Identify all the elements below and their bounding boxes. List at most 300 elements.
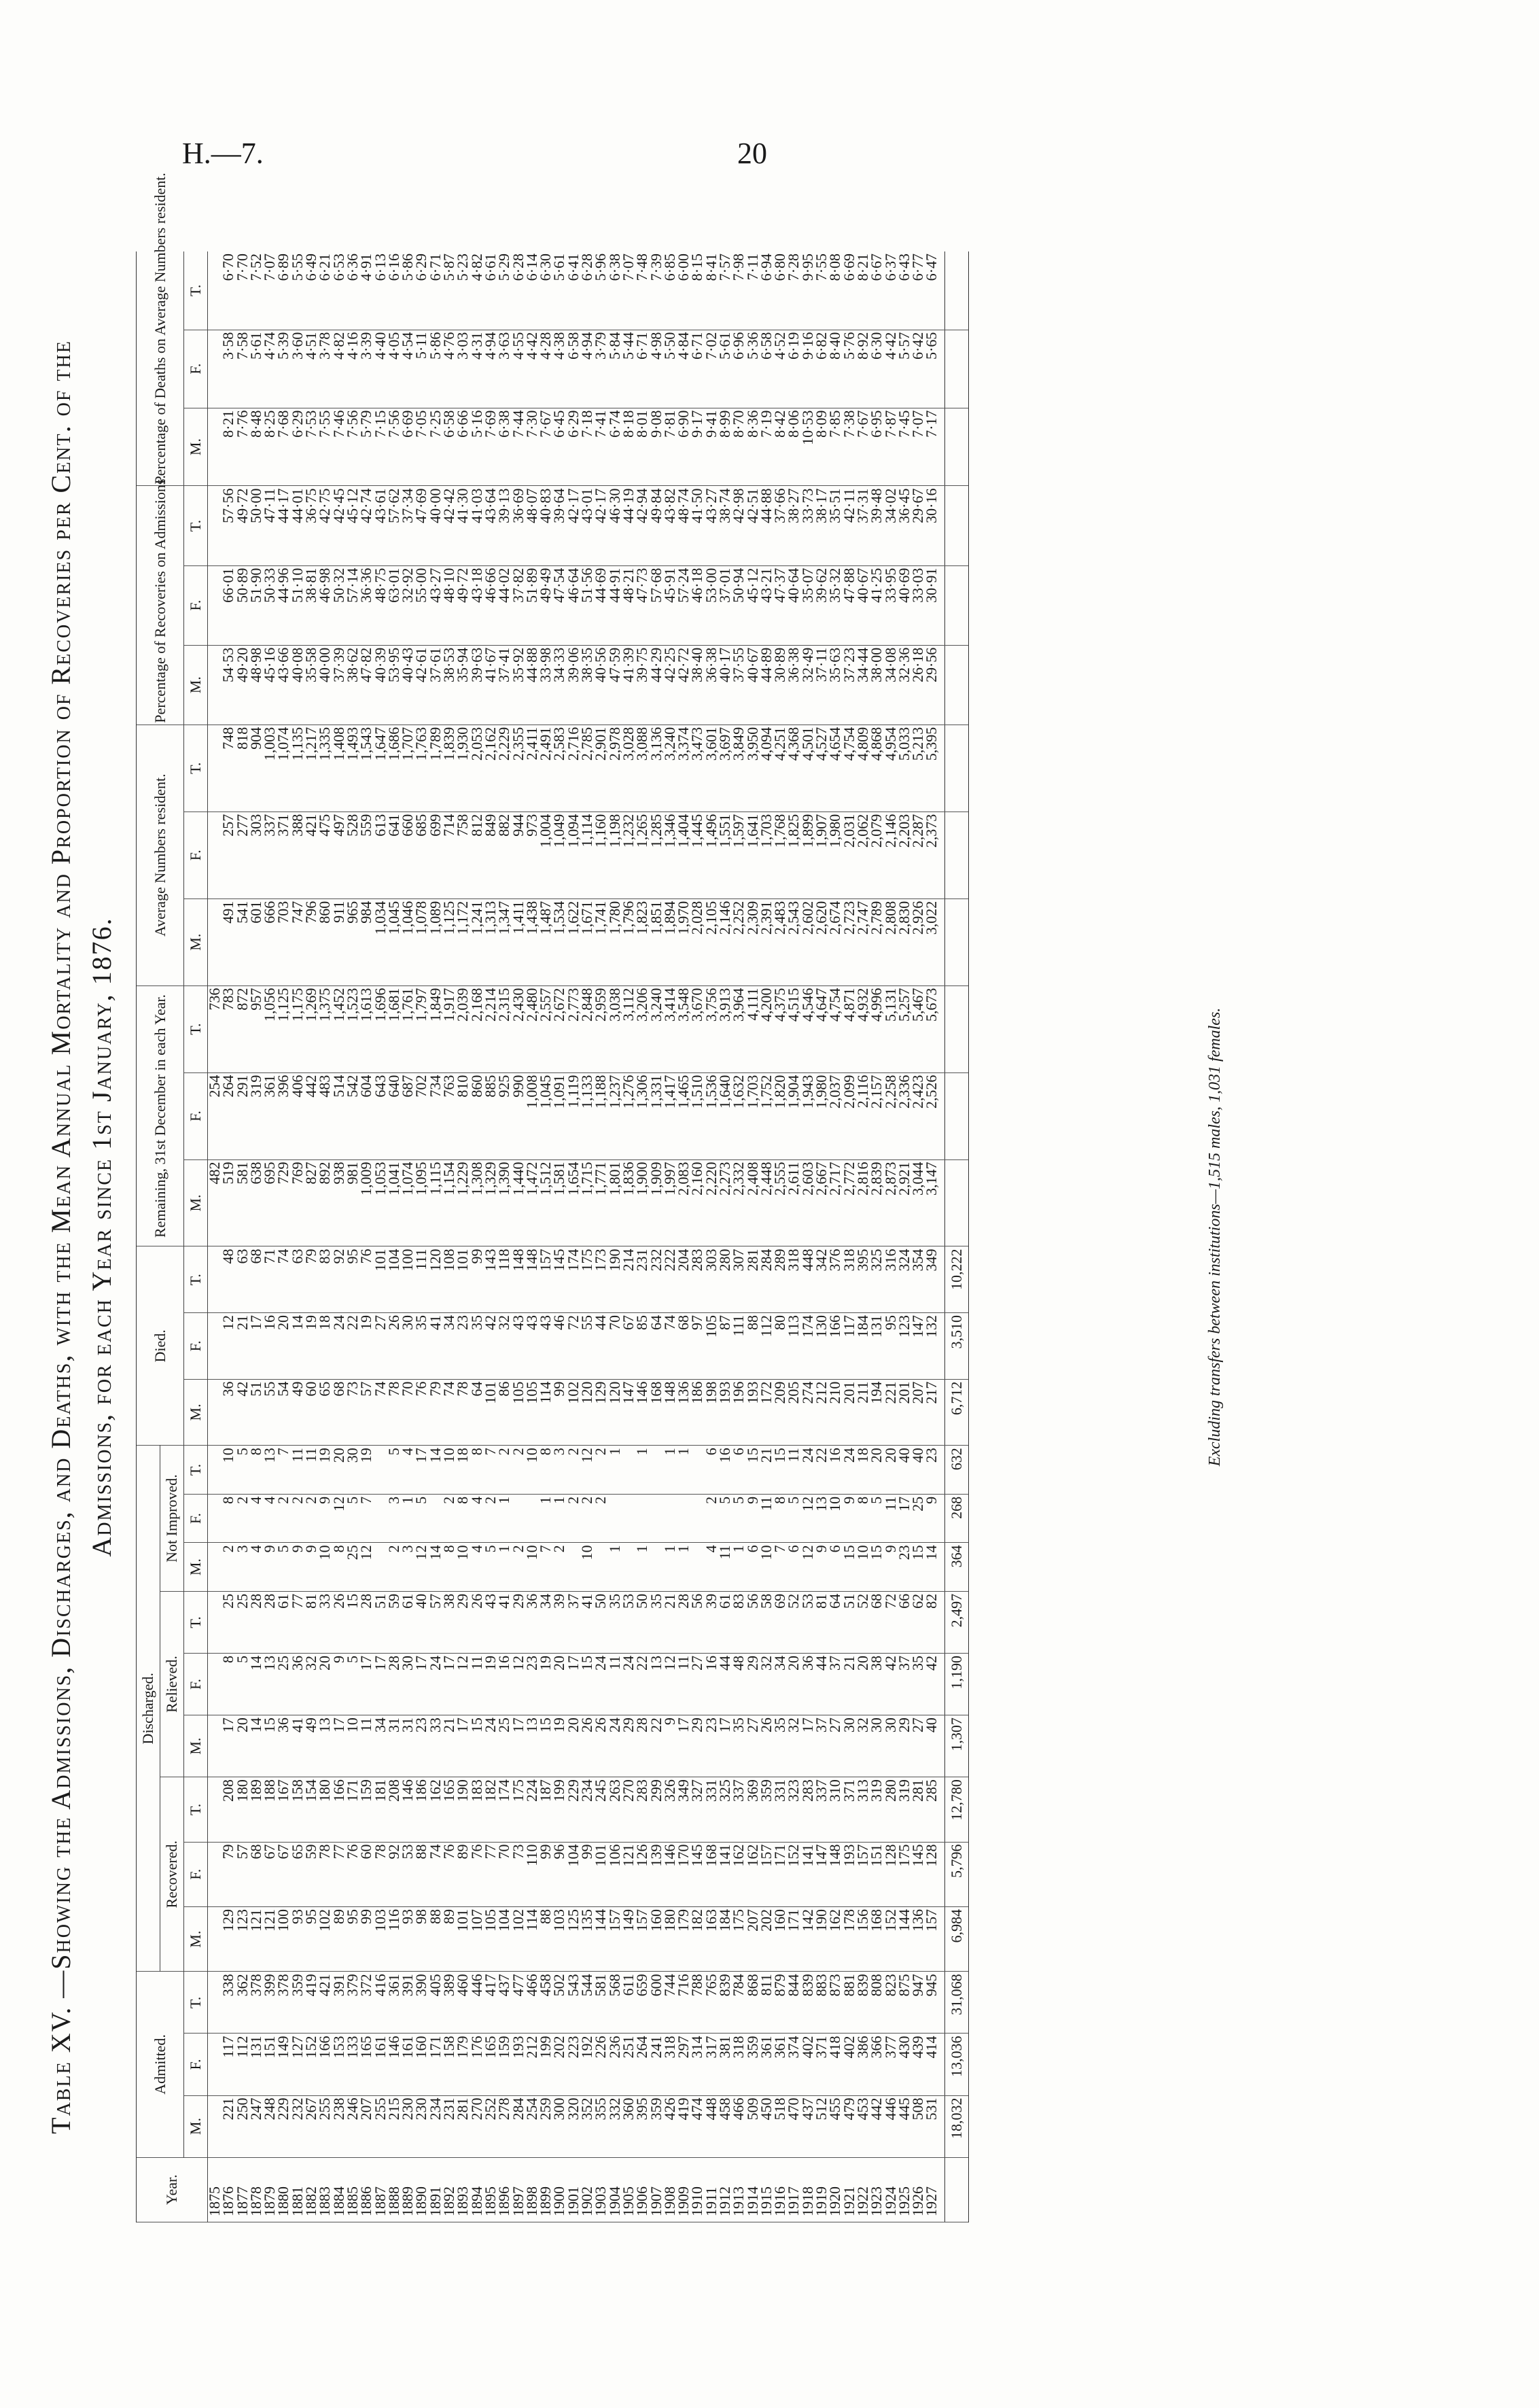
table-cell: 190: [456, 1777, 470, 1842]
table-cell: 2,162: [484, 725, 497, 812]
table-cell: 369: [746, 1777, 760, 1842]
table-cell: 581: [236, 1159, 249, 1246]
table-cell: 17: [374, 1653, 387, 1715]
table-cell: 313: [856, 1777, 870, 1842]
table-cell: 430: [898, 2034, 911, 2095]
table-cell: 839: [856, 1972, 870, 2034]
table-cell: 303: [705, 1246, 718, 1313]
total-cell: [944, 486, 968, 565]
table-cell: 24: [801, 1446, 815, 1495]
table-cell: 129: [222, 1906, 235, 1971]
table-cell: 40·17: [718, 645, 732, 725]
table-cell: 8·08: [828, 251, 842, 330]
table-cell: 8·70: [732, 408, 745, 486]
table-cell: 19: [539, 1653, 552, 1715]
total-cell: [944, 2157, 968, 2222]
table-cell: 41·25: [870, 565, 883, 645]
table-cell: 4·16: [346, 330, 359, 408]
subheader-m: M.: [184, 1715, 208, 1777]
table-cell: 1: [608, 1543, 622, 1592]
table-cell: 7·02: [705, 330, 718, 408]
table-cell: 171: [773, 1842, 787, 1906]
table-cell: 1,741: [594, 898, 607, 985]
table-cell: 1,907: [815, 812, 828, 898]
col-discharged: Discharged.: [137, 1446, 160, 1972]
table-cell: 1,622: [567, 898, 580, 985]
table-cell: 74: [374, 1379, 387, 1446]
table-cell: 1,265: [635, 812, 649, 898]
table-cell: 965: [346, 898, 359, 985]
table-cell: 263: [608, 1777, 622, 1842]
table-cell: 27: [746, 1715, 760, 1777]
table-cell: 3,950: [746, 725, 760, 812]
table-cell: 149: [277, 2034, 290, 2095]
table-cell: 36·38: [705, 645, 718, 725]
table-cell: 234: [580, 1777, 594, 1842]
table-cell: 1,172: [456, 898, 470, 985]
table-cell: 35: [414, 1313, 428, 1380]
table-cell: 5·39: [277, 330, 290, 408]
table-cell: 44·88: [760, 486, 773, 565]
table-cell: 377: [884, 2034, 898, 2095]
col-recovered: Recovered.: [160, 1777, 184, 1972]
table-cell: 5·61: [718, 330, 732, 408]
table-cell: 3,147: [925, 1159, 944, 1246]
table-cell: 57: [236, 1842, 249, 1906]
table-cell: 6·95: [870, 408, 883, 486]
table-cell: 47·73: [635, 565, 649, 645]
table-cell: 331: [705, 1777, 718, 1842]
table-cell: 44·69: [594, 565, 607, 645]
table-cell: 99: [580, 1842, 594, 1906]
table-cell: 27: [374, 1313, 387, 1380]
table-cell: 20: [884, 1446, 898, 1495]
table-cell: 1,229: [456, 1159, 470, 1246]
year-cell: 1878: [249, 2157, 263, 2222]
year-cell: 1876: [222, 2157, 235, 2222]
table-cell: 7·55: [318, 408, 332, 486]
table-cell: 2,157: [870, 1072, 883, 1159]
table-cell: 123: [898, 1313, 911, 1380]
table-cell: 7·46: [332, 408, 346, 486]
table-cell: 29: [690, 1715, 704, 1777]
table-cell: 34·02: [884, 486, 898, 565]
table-cell: 8: [456, 1494, 470, 1543]
table-cell: 42·51: [746, 486, 760, 565]
table-cell: 151: [263, 2034, 277, 2095]
table-cell: 30: [884, 1715, 898, 1777]
table-cell: 318: [663, 2034, 677, 2095]
table-cell: 9: [291, 1543, 304, 1592]
table-cell: 702: [414, 1072, 428, 1159]
table-cell: 39: [552, 1591, 566, 1653]
table-cell: 13: [525, 1715, 539, 1777]
table-cell: 3·60: [291, 330, 304, 408]
table-cell: 8: [539, 1446, 552, 1495]
table-cell: 7·07: [263, 251, 277, 330]
table-cell: 106: [608, 1842, 622, 1906]
table-cell: 763: [442, 1072, 456, 1159]
total-cell: 12,780: [944, 1777, 968, 1842]
table-cell: 1,797: [414, 985, 428, 1072]
table-cell: 1,780: [608, 898, 622, 985]
table-cell: 20: [856, 1653, 870, 1715]
table-cell: 4·82: [470, 251, 484, 330]
table-cell: 8: [249, 1446, 263, 1495]
table-cell: 1,839: [442, 725, 456, 812]
table-cell: 366: [870, 2034, 883, 2095]
table-cell: [608, 1494, 622, 1543]
table-cell: 6·28: [580, 251, 594, 330]
table-cell: 40: [414, 1591, 428, 1653]
table-cell: 6·38: [497, 408, 511, 486]
table-cell: 2,031: [843, 812, 856, 898]
table-cell: 208: [387, 1777, 401, 1842]
table-cell: 12: [580, 1446, 594, 1495]
table-cell: 7·76: [236, 408, 249, 486]
table-cell: 3,088: [635, 725, 649, 812]
table-cell: 175: [512, 1777, 525, 1842]
year-cell: 1897: [512, 2157, 525, 2222]
table-cell: 180: [318, 1777, 332, 1842]
table-cell: 6·70: [222, 251, 235, 330]
table-cell: 291: [236, 1072, 249, 1159]
table-cell: 1,997: [663, 1159, 677, 1246]
year-cell: 1886: [359, 2157, 373, 2222]
table-cell: 1,089: [429, 898, 442, 985]
table-cell: 453: [856, 2095, 870, 2157]
table-cell: 47·82: [359, 645, 373, 725]
table-cell: 11: [787, 1446, 800, 1495]
table-cell: 21: [236, 1313, 249, 1380]
table-cell: 378: [277, 1972, 290, 2034]
table-cell: 31: [387, 1715, 401, 1777]
table-cell: 1,472: [525, 1159, 539, 1246]
table-cell: 148: [512, 1246, 525, 1313]
table-cell: 1: [539, 1494, 552, 1543]
table-cell: 68: [249, 1246, 263, 1313]
table-cell: 9: [304, 1543, 318, 1592]
table-cell: 82: [925, 1591, 944, 1653]
table-cell: 1,894: [663, 898, 677, 985]
year-cell: 1923: [870, 2157, 883, 2222]
table-cell: 32·92: [401, 565, 414, 645]
table-cell: 5: [277, 1543, 290, 1592]
table-cell: 1,917: [442, 985, 456, 1072]
table-cell: 157: [635, 1906, 649, 1971]
table-cell: 281: [911, 1777, 925, 1842]
table-cell: 53: [622, 1591, 635, 1653]
table-cell: [512, 1494, 525, 1543]
year-cell: 1903: [594, 2157, 607, 2222]
table-cell: 44·89: [760, 645, 773, 725]
table-cell: 43·01: [580, 486, 594, 565]
table-cell: 19: [318, 1446, 332, 1495]
table-cell: 165: [442, 1777, 456, 1842]
table-cell: 38·00: [870, 645, 883, 725]
table-cell: 28: [677, 1591, 690, 1653]
table-cell: 58: [760, 1591, 773, 1653]
table-cell: 1,003: [263, 725, 277, 812]
table-cell: 5·96: [594, 251, 607, 330]
table-cell: 217: [925, 1379, 944, 1446]
table-cell: 2,747: [856, 898, 870, 985]
table-cell: 103: [374, 1906, 387, 1971]
table-cell: 99: [539, 1842, 552, 1906]
table-cell: 193: [843, 1842, 856, 1906]
table-cell: 5·61: [552, 251, 566, 330]
table-cell: 43·64: [484, 486, 497, 565]
table-cell: 11: [884, 1494, 898, 1543]
year-cell: 1885: [346, 2157, 359, 2222]
year-cell: 1909: [677, 2157, 690, 2222]
table-cell: 6·67: [870, 251, 883, 330]
table-cell: 71: [263, 1246, 277, 1313]
table-cell: 50·94: [732, 565, 745, 645]
table-cell: 16: [705, 1653, 718, 1715]
table-cell: 2,674: [828, 898, 842, 985]
table-cell: 55: [580, 1313, 594, 1380]
table-cell: 402: [843, 2034, 856, 2095]
table-cell: 2,214: [484, 985, 497, 1072]
table-cell: 378: [249, 1972, 263, 2034]
table-cell: 744: [663, 1972, 677, 2034]
table-cell: 1,752: [760, 1072, 773, 1159]
table-cell: 2,772: [843, 1159, 856, 1246]
table-cell: 11: [291, 1446, 304, 1495]
year-cell: 1877: [236, 2157, 249, 2222]
table-cell: 8·21: [222, 408, 235, 486]
table-cell: 6: [705, 1446, 718, 1495]
table-cell: 1,308: [470, 1159, 484, 1246]
table-cell: 359: [291, 1972, 304, 2034]
table-cell: 4·54: [401, 330, 414, 408]
table-cell: 10: [222, 1446, 235, 1495]
year-cell: 1921: [843, 2157, 856, 2222]
year-cell: 1904: [608, 2157, 622, 2222]
table-cell: 6·71: [429, 251, 442, 330]
table-cell: 24: [608, 1715, 622, 1777]
table-cell: 264: [222, 1072, 235, 1159]
table-cell: 361: [760, 2034, 773, 2095]
table-cell: 15: [911, 1543, 925, 1592]
table-cell: 51: [374, 1591, 387, 1653]
table-cell: 1,045: [539, 1072, 552, 1159]
table-cell: 2,273: [718, 1159, 732, 1246]
table-cell: 1,329: [484, 1159, 497, 1246]
table-cell: 165: [484, 2034, 497, 2095]
table-cell: 38·27: [787, 486, 800, 565]
table-cell: 32: [856, 1715, 870, 1777]
table-cell: 43: [539, 1313, 552, 1380]
table-cell: 2,921: [898, 1159, 911, 1246]
table-cell: 196: [732, 1379, 745, 1446]
table-cell: 34: [539, 1591, 552, 1653]
table-cell: 3: [552, 1446, 566, 1495]
table-cell: 23: [525, 1653, 539, 1715]
table-cell: 2,116: [856, 1072, 870, 1159]
table-cell: 4,809: [856, 725, 870, 812]
table-cell: 37·82: [512, 565, 525, 645]
table-cell: 7·67: [856, 408, 870, 486]
total-cell: [944, 985, 968, 1072]
table-cell: 325: [870, 1246, 883, 1313]
col-year: Year.: [137, 2157, 208, 2222]
table-cell: 446: [884, 2095, 898, 2157]
table-cell: 734: [429, 1072, 442, 1159]
table-cell: 5·16: [470, 408, 484, 486]
table-cell: 162: [828, 1906, 842, 1971]
table-cell: 30·91: [925, 565, 944, 645]
table-cell: 2: [512, 1446, 525, 1495]
total-cell: [944, 251, 968, 330]
table-cell: 337: [263, 812, 277, 898]
table-cell: 35·51: [828, 486, 842, 565]
subheader-f: F.: [184, 2034, 208, 2095]
table-cell: 52: [856, 1591, 870, 1653]
table-cell: 2,105: [705, 898, 718, 985]
table-cell: 882: [497, 812, 511, 898]
table-cell: 3,670: [690, 985, 704, 1072]
table-cell: 4·42: [884, 330, 898, 408]
table-cell: 1,789: [429, 725, 442, 812]
table-cell: 48·07: [525, 486, 539, 565]
year-cell: 1908: [663, 2157, 677, 2222]
table-cell: 460: [456, 1972, 470, 2034]
table-cell: 1,641: [746, 812, 760, 898]
table-cell: 22: [815, 1446, 828, 1495]
table-cell: 117: [222, 2034, 235, 2095]
table-cell: 179: [456, 2034, 470, 2095]
table-cell: 8: [222, 1494, 235, 1543]
year-cell: 1893: [456, 2157, 470, 2222]
table-cell: 76: [470, 1842, 484, 1906]
table-cell: 8·09: [815, 408, 828, 486]
table-cell: 973: [525, 812, 539, 898]
table-cell: 280: [884, 1777, 898, 1842]
table-cell: 458: [718, 2095, 732, 2157]
table-cell: 20: [552, 1653, 566, 1715]
table-cell: 57·14: [346, 565, 359, 645]
table-cell: 111: [732, 1313, 745, 1380]
table-cell: 34: [374, 1715, 387, 1777]
table-cell: 5,131: [884, 985, 898, 1072]
table-cell: 24: [429, 1653, 442, 1715]
table-cell: 1,232: [622, 812, 635, 898]
table-cell: 1,094: [567, 812, 580, 898]
total-cell: 10,222: [944, 1246, 968, 1313]
table-cell: 89: [442, 1906, 456, 1971]
table-cell: 70: [401, 1379, 414, 1446]
subheader-m: M.: [184, 1379, 208, 1446]
table-cell: 399: [263, 1972, 277, 2034]
table-cell: 74: [442, 1379, 456, 1446]
table-cell: 35·58: [304, 645, 318, 725]
table-cell: 136: [677, 1379, 690, 1446]
table-cell: 419: [304, 1972, 318, 2034]
table-cell: 43·82: [663, 486, 677, 565]
table-cell: 69: [773, 1591, 787, 1653]
table-cell: 160: [650, 1906, 663, 1971]
table-cell: 872: [236, 985, 249, 1072]
table-cell: 11: [304, 1446, 318, 1495]
total-cell: 1,307: [944, 1715, 968, 1777]
table-cell: 35·92: [512, 645, 525, 725]
table-cell: 176: [470, 2034, 484, 2095]
table-cell: 32: [787, 1715, 800, 1777]
table-cell: 827: [304, 1159, 318, 1246]
table-cell: 147: [622, 1379, 635, 1446]
table-cell: 319: [898, 1777, 911, 1842]
table-cell: 38: [870, 1653, 883, 1715]
table-cell: 5·23: [456, 251, 470, 330]
year-cell: 1889: [401, 2157, 414, 2222]
table-cell: 4,251: [773, 725, 787, 812]
table-cell: 74: [277, 1246, 290, 1313]
table-cell: 2,411: [525, 725, 539, 812]
table-cell: 34: [442, 1313, 456, 1380]
table-cell: 7·56: [346, 408, 359, 486]
table-cell: 76: [442, 1842, 456, 1906]
table-cell: 1,703: [746, 1072, 760, 1159]
table-cell: 418: [828, 2034, 842, 2095]
year-cell: 1906: [635, 2157, 649, 2222]
table-cell: 4·91: [359, 251, 373, 330]
table-cell: 43·27: [705, 486, 718, 565]
table-cell: 114: [539, 1379, 552, 1446]
table-cell: 2,978: [608, 725, 622, 812]
table-cell: 17: [222, 1715, 235, 1777]
table-cell: 2: [552, 1543, 566, 1592]
table-cell: 5: [787, 1494, 800, 1543]
table-cell: 3,697: [718, 725, 732, 812]
table-cell: 4·42: [525, 330, 539, 408]
table-cell: 10: [760, 1543, 773, 1592]
year-cell: 1875: [208, 2157, 222, 2222]
table-cell: 458: [539, 1972, 552, 2034]
table-cell: 207: [746, 1906, 760, 1971]
table-cell: 8·36: [746, 408, 760, 486]
table-cell: 166: [318, 2034, 332, 2095]
table-cell: 14: [249, 1715, 263, 1777]
table-cell: 34·33: [552, 645, 566, 725]
table-cell: 190: [815, 1906, 828, 1971]
table-cell: 9: [925, 1494, 944, 1543]
table-cell: 1,640: [718, 1072, 732, 1159]
table-cell: 1,404: [677, 812, 690, 898]
table-cell: 193: [718, 1379, 732, 1446]
table-cell: 2: [304, 1494, 318, 1543]
table-cell: 42·42: [442, 486, 456, 565]
table-cell: 405: [429, 1972, 442, 2034]
table-cell: 154: [304, 1777, 318, 1842]
table-cell: 11: [677, 1653, 690, 1715]
table-cell: 12: [332, 1494, 346, 1543]
table-cell: 3,913: [718, 985, 732, 1072]
year-cell: 1905: [622, 2157, 635, 2222]
table-cell: 53·00: [705, 565, 718, 645]
table-cell: 64: [470, 1379, 484, 1446]
table-cell: 8·40: [828, 330, 842, 408]
year-cell: 1924: [884, 2157, 898, 2222]
table-cell: 229: [567, 1777, 580, 1842]
table-cell: 1,347: [497, 898, 511, 985]
table-cell: 446: [470, 1972, 484, 2034]
table-cell: 55: [263, 1379, 277, 1446]
table-cell: 39·13: [497, 486, 511, 565]
table-cell: 25: [236, 1591, 249, 1653]
year-cell: 1918: [801, 2157, 815, 2222]
